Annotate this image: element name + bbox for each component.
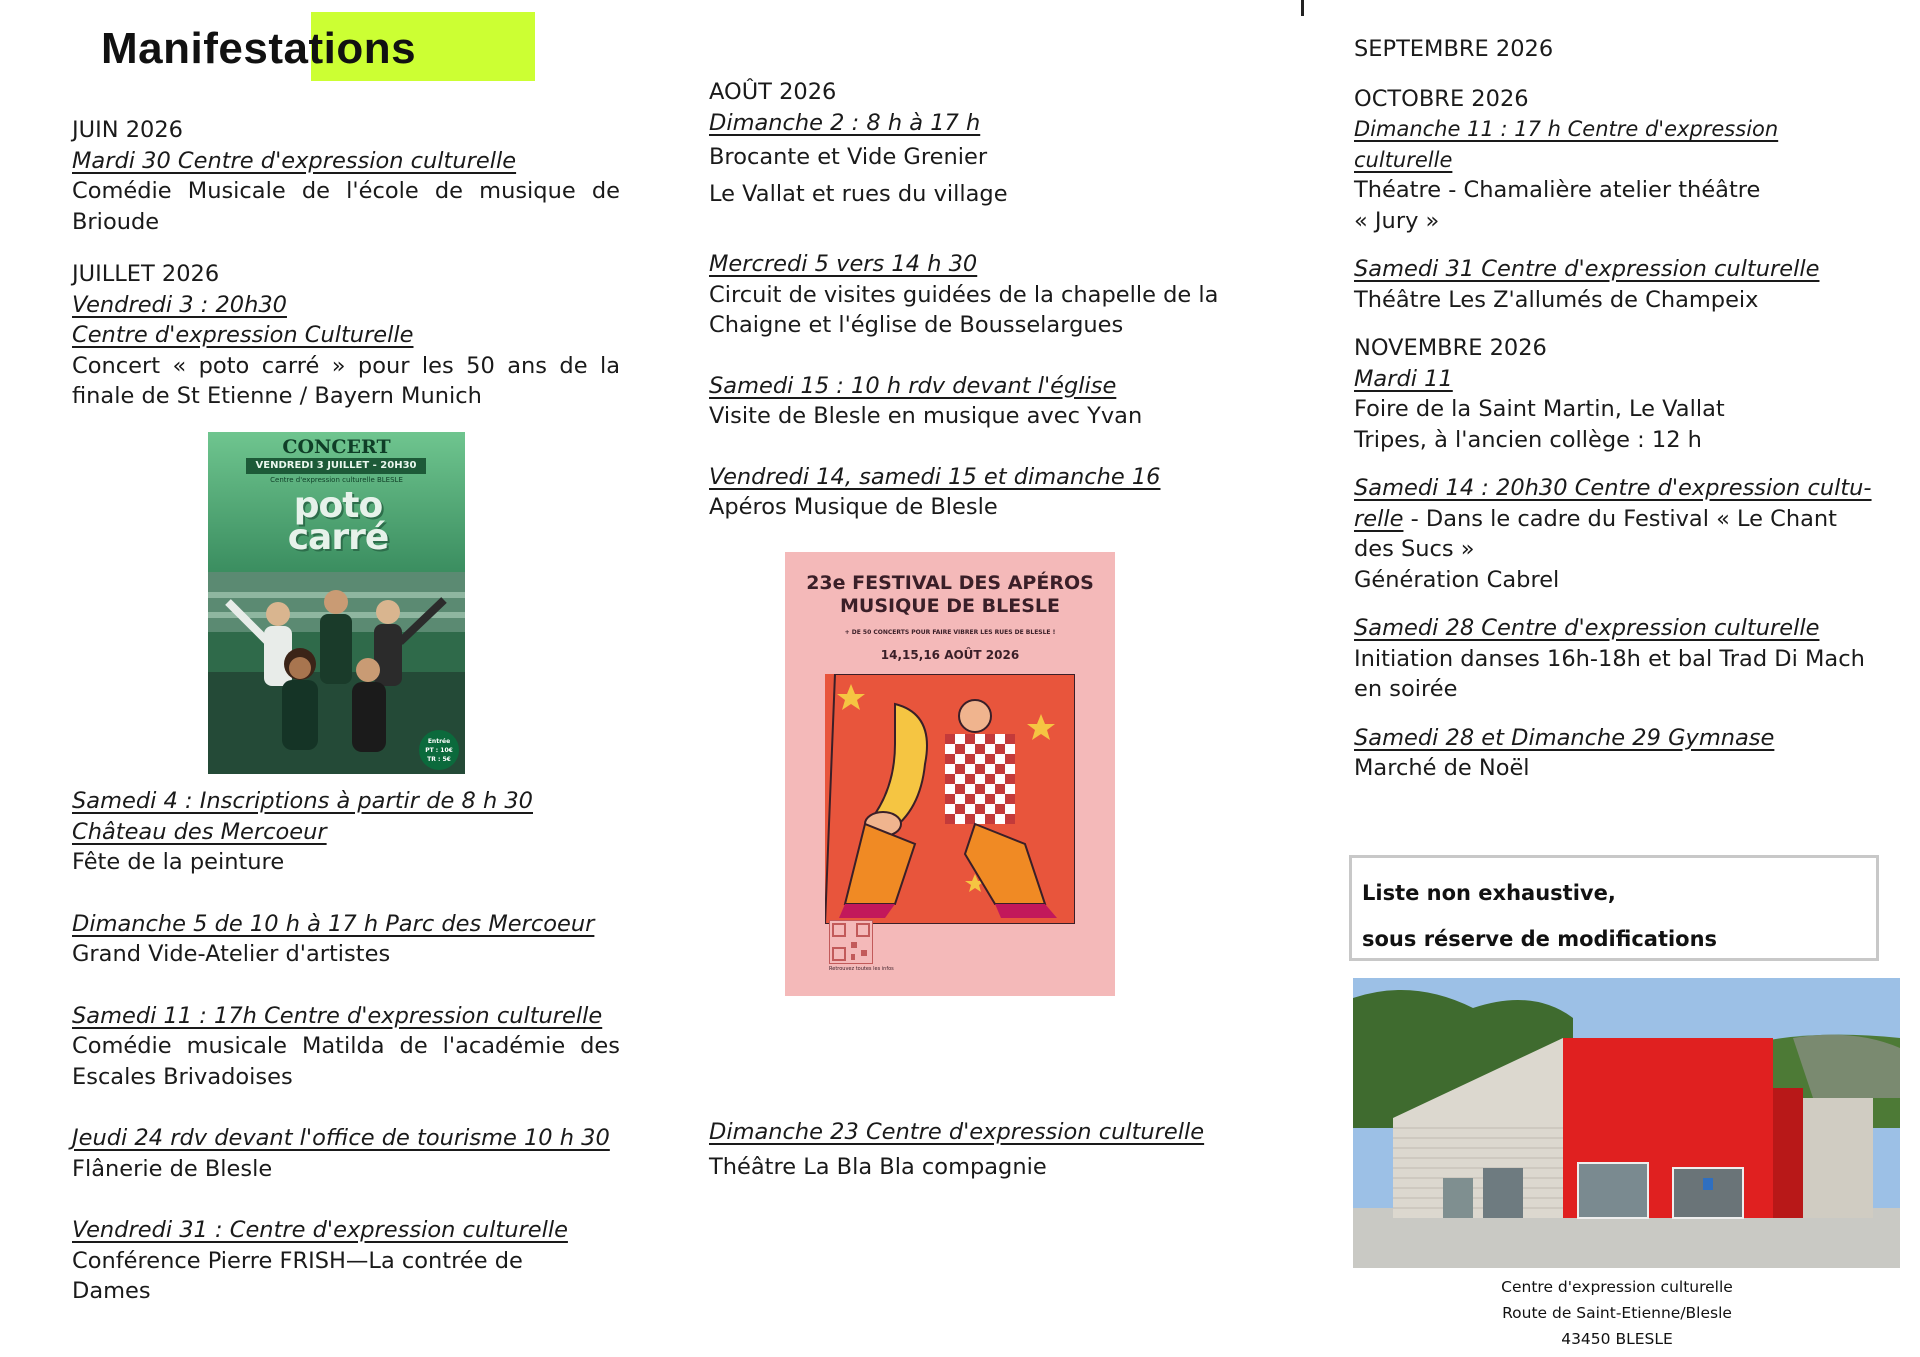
column-july-continued — [72, 786, 620, 1307]
photo-caption — [1353, 1274, 1881, 1352]
event-description: Flânerie de Blesle — [72, 1155, 273, 1182]
event-date: Dimanche 2 : 8 h à 17 h — [709, 109, 981, 136]
event-date: Samedi 28 Centre d'expression culturelle — [1354, 615, 1820, 641]
event-venue: Centre d'expression Culturelle — [72, 322, 414, 348]
event-date: Jeudi 24 rdv devant l'office de tourisme 10 h 30 — [72, 1125, 610, 1151]
event-date: Vendredi 14, samedi 15 et dimanche 16 — [709, 463, 1161, 490]
event-description: Génération Cabrel — [1354, 566, 1560, 593]
event-date: Dimanche 23 Centre d'expression culturelle — [709, 1119, 1205, 1145]
event-description: Concert « poto carré » pour les 50 ans de la finale de St Etienne / Bayern Munich — [72, 352, 620, 409]
event-date: Samedi 15 : 10 h rdv devant l'église — [709, 372, 1117, 399]
event-date-continued: relle — [1354, 505, 1404, 532]
event-nov-28-29 — [1354, 723, 1874, 784]
event-date: Samedi 14 : 20h30 Centre d'expression cultu- — [1354, 475, 1872, 501]
event-description: Dames — [72, 1278, 151, 1304]
event-date: Samedi 28 et Dimanche 29 Gymnase — [1354, 724, 1775, 751]
poster-venue: Centre d'expression culturelle BLESLE — [270, 476, 403, 484]
festival-subtitle: + DE 50 CONCERTS POUR FAIRE VIBRER LES RUES DE BLESLE ! — [844, 629, 1056, 636]
event-description-inline — [1354, 504, 1874, 535]
event-description: Théâtre La Bla Bla compagnie — [709, 1153, 1047, 1180]
festival-title-line: MUSIQUE DE BLESLE — [840, 595, 1060, 617]
event-description: Théatre - Chamalière atelier théâtre — [1354, 177, 1761, 203]
concert-poster — [208, 432, 465, 774]
column-june-july — [72, 115, 620, 412]
event-description: Le Vallat et rues du village — [709, 180, 1008, 207]
event-date: Mercredi 5 vers 14 h 30 — [709, 251, 978, 277]
price-badge — [419, 730, 459, 770]
event-description: Visite de Blesle en musique avec Yvan — [709, 403, 1143, 429]
badge-line: TR : 5€ — [427, 756, 451, 763]
event-aug-14-16 — [709, 462, 1269, 523]
event-description: Fête de la peinture — [72, 849, 285, 875]
event-venue: Château des Mercoeur — [72, 818, 327, 845]
festival-dates: 14,15,16 AOÛT 2026 — [880, 648, 1020, 662]
event-description: Conférence Pierre FRISH—La contrée de — [72, 1247, 523, 1274]
event-date: Samedi 4 : Inscriptions à partir de 8 h 30 — [72, 788, 533, 814]
event-aug-23 — [709, 1117, 1269, 1182]
event-july-5 — [72, 909, 620, 970]
event-date: Vendredi 31 : Centre d'expression culturelle — [72, 1217, 568, 1243]
page-title: Manifestations — [101, 24, 417, 73]
event-description: en soirée — [1354, 676, 1458, 702]
event-description: Apéros Musique de Blesle — [709, 494, 998, 520]
cultural-center-photo — [1353, 978, 1900, 1268]
qr-code — [829, 920, 873, 964]
disclaimer-line: sous réserve de modifications — [1362, 927, 1718, 951]
event-description: Brocante et Vide Grenier — [709, 144, 988, 170]
event-date: Vendredi 3 : 20h30 — [72, 291, 287, 318]
event-description: Foire de la Saint Martin, Le Vallat — [1354, 396, 1725, 422]
month-heading-july: JUILLET 2026 — [72, 261, 220, 287]
poster-date-banner: VENDREDI 3 JUILLET - 20H30 — [246, 458, 426, 474]
event-june-30 — [72, 146, 620, 238]
divider-mark — [1301, 0, 1304, 16]
disclaimer-line: Liste non exhaustive, — [1362, 881, 1616, 905]
event-description: Théâtre Les Z'allumés de Champeix — [1354, 286, 1759, 313]
event-aug-5 — [709, 249, 1269, 341]
event-description: Marché de Noël — [1354, 755, 1530, 781]
month-heading-august: AOÛT 2026 — [709, 79, 837, 105]
poto-carre-logo — [248, 485, 428, 558]
qr-caption: Retrouvez toutes les infos — [829, 966, 894, 972]
festival-title — [785, 572, 1115, 618]
event-description: Comédie Musicale de l'école de musique de Brioude — [72, 178, 620, 235]
event-description: Initiation danses 16h-18h et bal Trad Di Mach — [1354, 645, 1865, 672]
month-heading-june: JUIN 2026 — [72, 117, 183, 143]
event-description: Chaigne et l'église de Bousselargues — [709, 312, 1124, 338]
event-description: Grand Vide-Atelier d'artistes — [72, 941, 391, 967]
event-nov-28 — [1354, 613, 1874, 705]
event-july-11 — [72, 1001, 620, 1093]
event-description: « Jury » — [1354, 207, 1440, 234]
month-heading-november: NOVEMBRE 2026 — [1354, 335, 1547, 361]
event-description: des Sucs » — [1354, 536, 1475, 562]
caption-line: 43450 BLESLE — [1561, 1330, 1673, 1348]
caption-line: Route de Saint-Etienne/Blesle — [1502, 1304, 1732, 1322]
caption-line: Centre d'expression culturelle — [1501, 1278, 1733, 1296]
event-oct-11 — [1354, 114, 1874, 236]
badge-line: Entrée — [427, 738, 451, 745]
month-heading-october: OCTOBRE 2026 — [1354, 85, 1529, 112]
event-description: Tripes, à l'ancien collège : 12 h — [1354, 426, 1702, 453]
logo-line: carré — [287, 517, 389, 558]
event-date: Dimanche 11 : 17 h Centre d'expression culturelle — [1354, 117, 1779, 172]
festival-title-line: 23e FESTIVAL DES APÉROS — [806, 572, 1094, 594]
event-text: - Dans le cadre du Festival « Le Chant — [1403, 505, 1838, 532]
event-july-31 — [72, 1215, 620, 1307]
event-description: Circuit de visites guidées de la chapelle de la — [709, 281, 1219, 308]
event-aug-2 — [709, 108, 1269, 210]
festival-poster — [785, 552, 1115, 996]
event-nov-14 — [1354, 473, 1874, 595]
event-july-3 — [72, 290, 620, 412]
logo-line: poto — [293, 485, 383, 526]
poster-heading: CONCERT — [282, 436, 391, 458]
event-aug-15 — [709, 371, 1269, 432]
event-date: Samedi 11 : 17h Centre d'expression culturelle — [72, 1002, 603, 1029]
event-date: Dimanche 5 de 10 h à 17 h Parc des Mercoeur — [72, 910, 595, 937]
badge-line: PT : 10€ — [425, 747, 453, 754]
event-date: Mardi 11 — [1354, 365, 1453, 392]
event-july-24 — [72, 1123, 620, 1184]
event-date: Mardi 30 Centre d'expression culturelle — [72, 147, 517, 174]
month-heading-september: SEPTEMBRE 2026 — [1354, 36, 1554, 62]
event-nov-11 — [1354, 364, 1874, 456]
column-august — [709, 77, 1269, 523]
event-date: Samedi 31 Centre d'expression culturelle — [1354, 256, 1820, 282]
event-july-4 — [72, 786, 620, 878]
event-description: Comédie musicale Matilda de l'académie des Escales Brivadoises — [72, 1033, 620, 1090]
disclaimer-box — [1349, 855, 1879, 961]
event-oct-31 — [1354, 254, 1874, 315]
saxophone-illustration — [825, 674, 1075, 924]
column-sep-nov — [1354, 34, 1874, 784]
